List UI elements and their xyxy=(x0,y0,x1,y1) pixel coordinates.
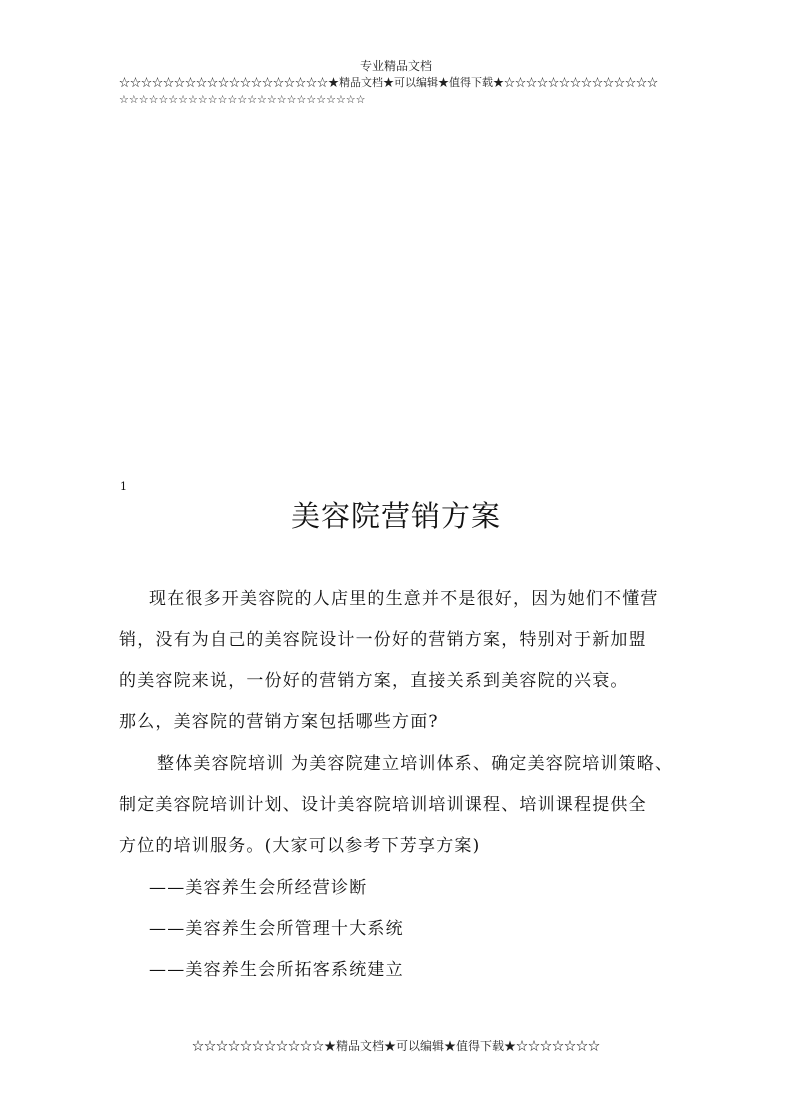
header-star-line-1: ☆☆☆☆☆☆☆☆☆☆☆☆☆☆☆☆☆☆☆★精品文档★可以编辑★值得下载★☆☆☆☆☆☆☆☆☆☆☆☆☆☆ xyxy=(119,76,658,89)
list-item-3: ——美容养生会所拓客系统建立 xyxy=(149,960,404,980)
header-star-line-2: ☆☆☆☆☆☆☆☆☆☆☆☆☆☆☆☆☆☆☆☆☆☆☆☆☆ xyxy=(119,93,366,106)
header-title: 专业精品文档 xyxy=(359,59,432,73)
body-line-7: 方位的培训服务。(大家可以参考下芳享方案) xyxy=(119,836,481,856)
body-line-5: 整体美容院培训 为美容院建立培训体系、确定美容院培训策略、 xyxy=(157,754,674,774)
body-line-4: 那么，美容院的营销方案包括哪些方面? xyxy=(119,712,439,732)
document-title: 美容院营销方案 xyxy=(290,499,501,533)
footer-star-line: ☆☆☆☆☆☆☆☆☆☆☆★精品文档★可以编辑★值得下载★☆☆☆☆☆☆☆ xyxy=(191,1039,600,1053)
list-item-2: ——美容养生会所管理十大系统 xyxy=(149,919,404,939)
page-number: 1 xyxy=(120,480,127,493)
list-item-1: ——美容养生会所经营诊断 xyxy=(149,878,368,898)
body-line-2: 销，没有为自己的美容院设计一份好的营销方案，特别对于新加盟 xyxy=(119,630,647,650)
body-line-1: 现在很多开美容院的人店里的生意并不是很好，因为她们不懂营 xyxy=(149,589,659,609)
body-line-3: 的美容院来说，一份好的营销方案，直接关系到美容院的兴衰。 xyxy=(119,671,629,691)
body-line-6: 制定美容院培训计划、设计美容院培训培训课程、培训课程提供全 xyxy=(119,795,647,815)
